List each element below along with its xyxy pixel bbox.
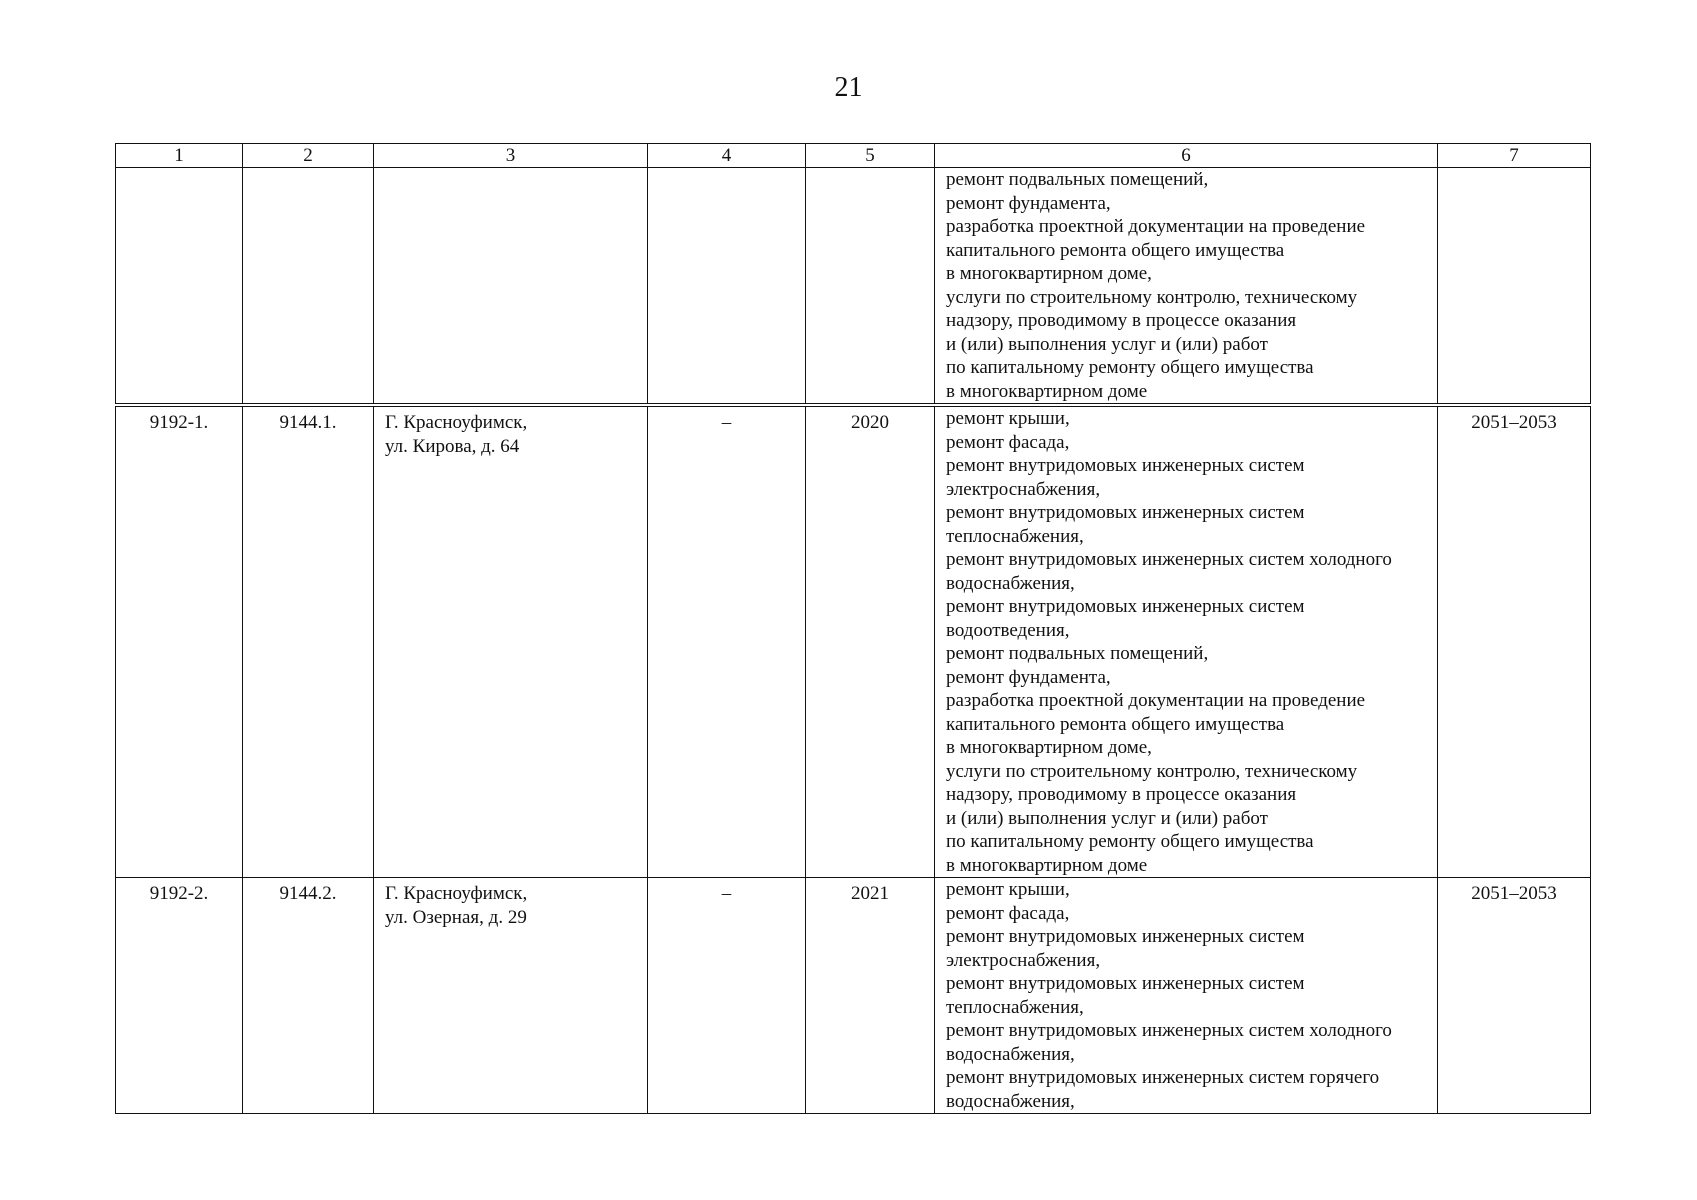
work-item-line: ремонт фундамента, — [946, 192, 1111, 214]
work-item-line: капитального ремонта общего имущества — [946, 239, 1285, 261]
work-item-line: услуги по строительному контролю, техническому — [946, 760, 1358, 782]
work-item-line: капитального ремонта общего имущества — [946, 713, 1285, 735]
address-city: Г. Красноуфимск, — [385, 412, 528, 433]
work-item-line: ремонт фасада, — [946, 902, 1070, 924]
column-header: 5 — [806, 144, 935, 168]
year-cell: 2021 — [806, 878, 935, 1114]
work-item-line: разработка проектной документации на проведение — [946, 690, 1366, 711]
work-item-line: ремонт внутридомовых инженерных систем — [946, 596, 1305, 617]
continuation-row — [116, 168, 1591, 406]
work-item-line: водоснабжения, — [946, 1043, 1075, 1065]
column-header: 1 — [116, 144, 243, 168]
work-item-line: ремонт фундамента, — [946, 666, 1111, 688]
dash-cell: – — [648, 405, 806, 878]
column-header: 4 — [648, 144, 806, 168]
work-item-line: ремонт внутридомовых инженерных систем — [946, 926, 1305, 947]
work-item-line: и (или) выполнения услуг и (или) работ — [946, 807, 1268, 829]
address-city: Г. Красноуфимск, — [385, 883, 528, 904]
empty-cell — [116, 168, 243, 406]
work-item-line: по капитальному ремонту общего имущества — [946, 831, 1314, 852]
works-table — [115, 143, 1591, 1114]
dash-cell: – — [648, 878, 806, 1114]
header-row — [116, 144, 1591, 168]
address-street: ул. Озерная, д. 29 — [385, 906, 527, 928]
empty-cell — [1438, 168, 1591, 406]
works-list — [946, 878, 1437, 1113]
empty-cell — [648, 168, 806, 406]
work-item-line: надзору, проводимому в процессе оказания — [946, 310, 1297, 331]
work-item-line: ремонт внутридомовых инженерных систем горячего — [946, 1067, 1380, 1088]
work-item-line: ремонт внутридомовых инженерных систем холодного — [946, 1020, 1392, 1041]
works-list — [946, 407, 1437, 877]
work-item-line: и (или) выполнения услуг и (или) работ — [946, 333, 1268, 355]
works-list-cell — [935, 168, 1438, 406]
work-item-line: ремонт фасада, — [946, 431, 1070, 453]
work-item-line: водоснабжения, — [946, 572, 1075, 594]
work-item-line: водоотведения, — [946, 619, 1070, 641]
address-cell — [374, 405, 648, 878]
works-list — [946, 168, 1437, 403]
column-header: 3 — [374, 144, 648, 168]
work-item-line: ремонт внутридомовых инженерных систем холодного — [946, 549, 1392, 570]
table-row — [116, 878, 1591, 1114]
work-item-line: электроснабжения, — [946, 949, 1101, 971]
work-item-line: теплоснабжения, — [946, 525, 1084, 547]
work-item-line: в многоквартирном доме — [946, 380, 1148, 402]
work-item-line: в многоквартирном доме, — [946, 263, 1152, 284]
work-item-line: в многоквартирном доме — [946, 854, 1148, 876]
empty-cell — [374, 168, 648, 406]
code-cell: 9144.2. — [243, 878, 374, 1114]
work-item-line: ремонт внутридомовых инженерных систем — [946, 455, 1305, 476]
work-item-line: по капитальному ремонту общего имущества — [946, 357, 1314, 378]
work-item-line: электроснабжения, — [946, 478, 1101, 500]
work-item-line: ремонт внутридомовых инженерных систем — [946, 973, 1305, 994]
year-cell: 2020 — [806, 405, 935, 878]
work-item-line: теплоснабжения, — [946, 996, 1084, 1018]
work-item-line: надзору, проводимому в процессе оказания — [946, 784, 1297, 805]
work-item-line: ремонт крыши, — [946, 879, 1070, 900]
column-header: 7 — [1438, 144, 1591, 168]
address-cell — [374, 878, 648, 1114]
column-header: 6 — [935, 144, 1438, 168]
period-cell: 2051–2053 — [1438, 878, 1591, 1114]
code-cell: 9144.1. — [243, 405, 374, 878]
work-item-line: услуги по строительному контролю, техническому — [946, 286, 1358, 308]
empty-cell — [806, 168, 935, 406]
work-item-line: в многоквартирном доме, — [946, 737, 1152, 758]
row-number-cell: 9192-1. — [116, 405, 243, 878]
work-item-line: ремонт подвальных помещений, — [946, 169, 1209, 190]
address-street: ул. Кирова, д. 64 — [385, 435, 520, 457]
work-item-line: разработка проектной документации на проведение — [946, 216, 1366, 237]
row-number-cell: 9192-2. — [116, 878, 243, 1114]
page-number: 21 — [834, 72, 863, 103]
period-cell: 2051–2053 — [1438, 405, 1591, 878]
empty-cell — [243, 168, 374, 406]
works-list-cell — [935, 405, 1438, 878]
column-header: 2 — [243, 144, 374, 168]
work-item-line: ремонт внутридомовых инженерных систем — [946, 502, 1305, 523]
work-item-line: ремонт крыши, — [946, 408, 1070, 429]
table-row — [116, 405, 1591, 878]
works-list-cell — [935, 878, 1438, 1114]
work-item-line: ремонт подвальных помещений, — [946, 643, 1209, 664]
work-item-line: водоснабжения, — [946, 1090, 1075, 1112]
